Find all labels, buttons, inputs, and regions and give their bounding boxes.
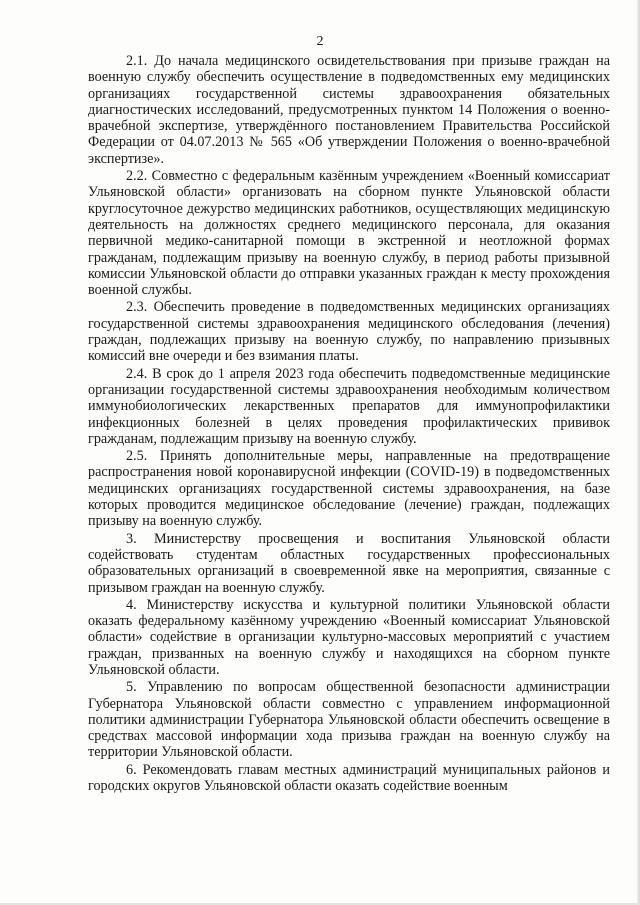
paragraph-2-5: 2.5. Принять дополнительные меры, направленные на предотвращение распространения новой коронавирусной инфекции (COVID-19) в подведомственных медицинских организациях государственной системы здравоохранения, на базе которых проводится медицинское обследование (лечение) граждан, подлежащих призыву на военную службу.	[88, 448, 610, 530]
page-number: 2	[316, 34, 324, 49]
paragraph-2-4: 2.4. В срок до 1 апреля 2023 года обеспечить подведомственные медицинские организации государственной системы здравоохранения необходимым количеством иммунобиологических лекарственных препаратов для иммунопрофилактики инфекционных болезней в целях проведения профилактических прививок гражданам, подлежащим призыву на военную службу.	[88, 365, 610, 447]
document-body	[88, 53, 610, 795]
paragraph-2-3: 2.3. Обеспечить проведение в подведомственных медицинских организациях государственной системы здравоохранения медицинского обследования (лечения) граждан, подлежащих призыву на военную службу, по направлению призывных комиссий вне очереди и без взимания платы.	[88, 299, 610, 365]
paragraph-5: 5. Управлению по вопросам общественной безопасности администрации Губернатора Ульяновской области совместно с управлением информационной политики администрации Губернатора Ульяновской области обеспечить освещение в средствах массовой информации хода призыва граждан на военную службу на территории Ульяновской области.	[88, 679, 610, 761]
paragraph-6: 6. Рекомендовать главам местных администраций муниципальных районов и городских округов Ульяновской области оказать содействие военным	[88, 761, 610, 795]
paragraph-2-1: 2.1. До начала медицинского освидетельствования при призыве граждан на военную службу обеспечить осуществление в подведомственных ему медицинских организациях государственной системы здравоохранения обязательных диагностических исследований, предусмотренных пунктом 14 Положения о военно-врачебной экспертизе, утверждённого постановлением Правительства Российской Федерации от 04.07.2013 № 565 «Об утверждении Положения о военно-врачебной экспертизе».	[88, 53, 610, 167]
paragraph-4: 4. Министерству искусства и культурной политики Ульяновской области оказать федеральному казённому учреждению «Военный комиссариат Ульяновской области» содействие в организации культурно-массовых мероприятий с участием граждан, призванных на военную службу и находящихся на сборном пункте Ульяновской области.	[88, 596, 610, 678]
paragraph-3: 3. Министерству просвещения и воспитания Ульяновской области содействовать студентам областных государственных профессиональных образовательных организаций в своевременной явке на мероприятия, связанные с призывом граждан на военную службу.	[88, 530, 610, 596]
paragraph-2-2: 2.2. Совместно с федеральным казённым учреждением «Военный комиссариат Ульяновской области» организовать на сборном пункте Ульяновской области круглосуточное дежурство медицинских работников, осуществляющих медицинскую деятельность на должностях среднего медицинского персонала, для оказания первичной медико-санитарной помощи в экстренной и неотложной формах гражданам, подлежащим призыву на военную службу, в период работы призывной комиссии Ульяновской области до отправки указанных граждан к месту прохождения военной службы.	[88, 168, 610, 299]
